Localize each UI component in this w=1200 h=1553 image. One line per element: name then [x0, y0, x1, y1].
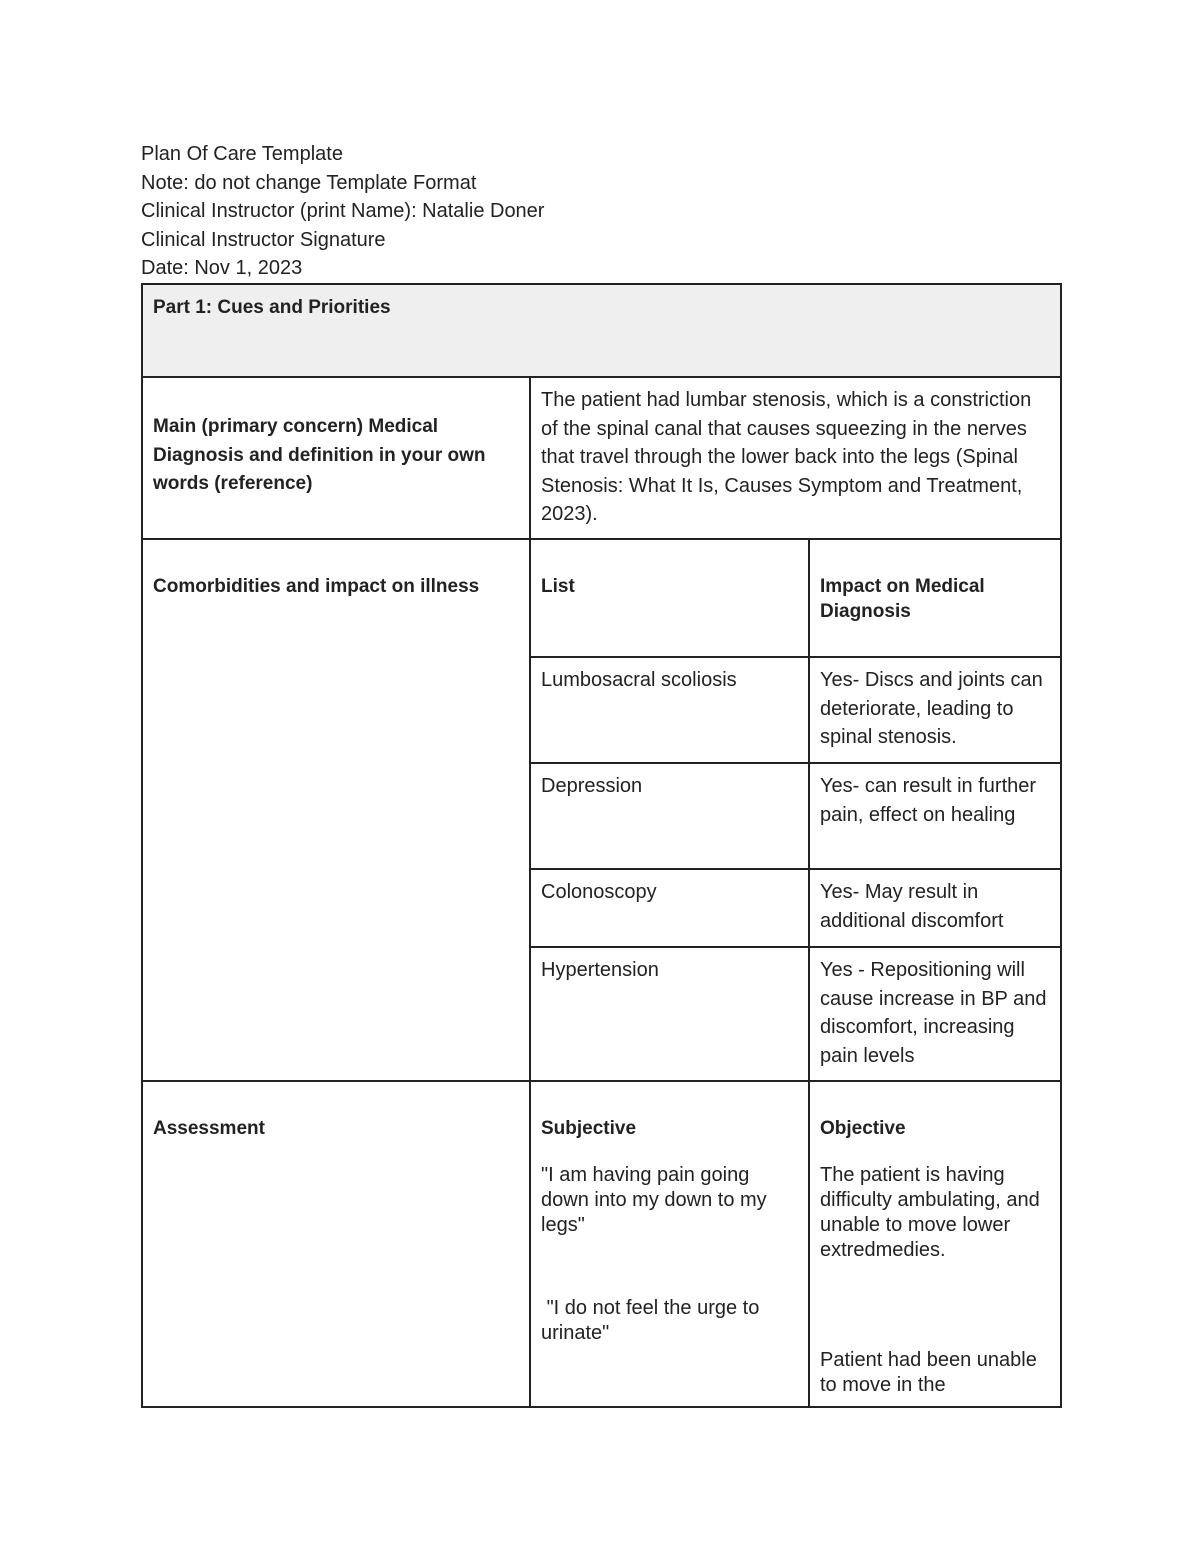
impact-header-cell [809, 539, 1061, 657]
clinical-instructor-signature: Clinical Instructor Signature [141, 228, 386, 251]
comorbidity-impact: Yes - Repositioning will cause increase in BP and discomfort, increasing pain levels [809, 947, 1061, 1081]
assessment-label-cell [142, 1081, 530, 1407]
subjective-cell [530, 1081, 809, 1407]
subjective-quote: "I do not feel the urge to urinate" [541, 1297, 765, 1344]
diagnosis-text: The patient had lumbar stenosis, which is a constriction of the spinal canal that causes squeezing in the nerves that travel through the lower back into the legs (Spinal Stenosis: What It Is, Causes Symptom and Treatment, 2023). [541, 389, 1032, 526]
comorbidity-name: Hypertension [530, 947, 809, 1081]
objective-header: Objective [820, 1118, 906, 1139]
assessment-label: Assessment [153, 1118, 265, 1139]
diagnosis-label-cell [142, 377, 530, 539]
objective-finding: The patient is having difficulty ambulating, and unable to move lower extredmedies. [820, 1164, 1040, 1261]
diagnosis-row [142, 377, 1061, 539]
comorbidities-label: Comorbidities and impact on illness [153, 576, 480, 597]
comorbidity-name: Lumbosacral scoliosis [530, 657, 809, 763]
document-date: Date: Nov 1, 2023 [141, 257, 303, 280]
plan-of-care-table [141, 283, 1062, 1408]
impact-header: Impact on Medical Diagnosis [820, 576, 985, 622]
comorbidity-impact: Yes- May result in additional discomfort [809, 869, 1061, 947]
diagnosis-text-cell [530, 377, 1061, 539]
subjective-quote: "I am having pain going down into my down to my legs" [541, 1164, 767, 1236]
template-note: Note: do not change Template Format [141, 171, 477, 194]
comorbidity-name: Depression [530, 763, 809, 869]
document-header [141, 140, 544, 283]
objective-finding: Patient had been unable to move in the [820, 1349, 1037, 1396]
comorbidity-impact: Yes- can result in further pain, effect on healing [809, 763, 1061, 869]
diagnosis-label: Main (primary concern) Medical Diagnosis and definition in your own words (reference) [153, 416, 486, 495]
subjective-header: Subjective [541, 1118, 637, 1139]
list-header: List [541, 576, 575, 597]
part1-header-row [142, 284, 1061, 377]
comorbidities-header-row [142, 539, 1061, 657]
comorbidities-label-cell [142, 539, 530, 1081]
list-header-cell [530, 539, 809, 657]
clinical-instructor-name: Clinical Instructor (print Name): Natalie Doner [141, 200, 545, 223]
comorbidity-impact: Yes- Discs and joints can deteriorate, leading to spinal stenosis. [809, 657, 1061, 763]
part1-heading-cell [142, 284, 1061, 377]
document-title: Plan Of Care Template [141, 143, 343, 165]
comorbidity-name: Colonoscopy [530, 869, 809, 947]
part1-heading: Part 1: Cues and Priorities [153, 297, 391, 318]
assessment-row [142, 1081, 1061, 1407]
objective-cell [809, 1081, 1061, 1407]
